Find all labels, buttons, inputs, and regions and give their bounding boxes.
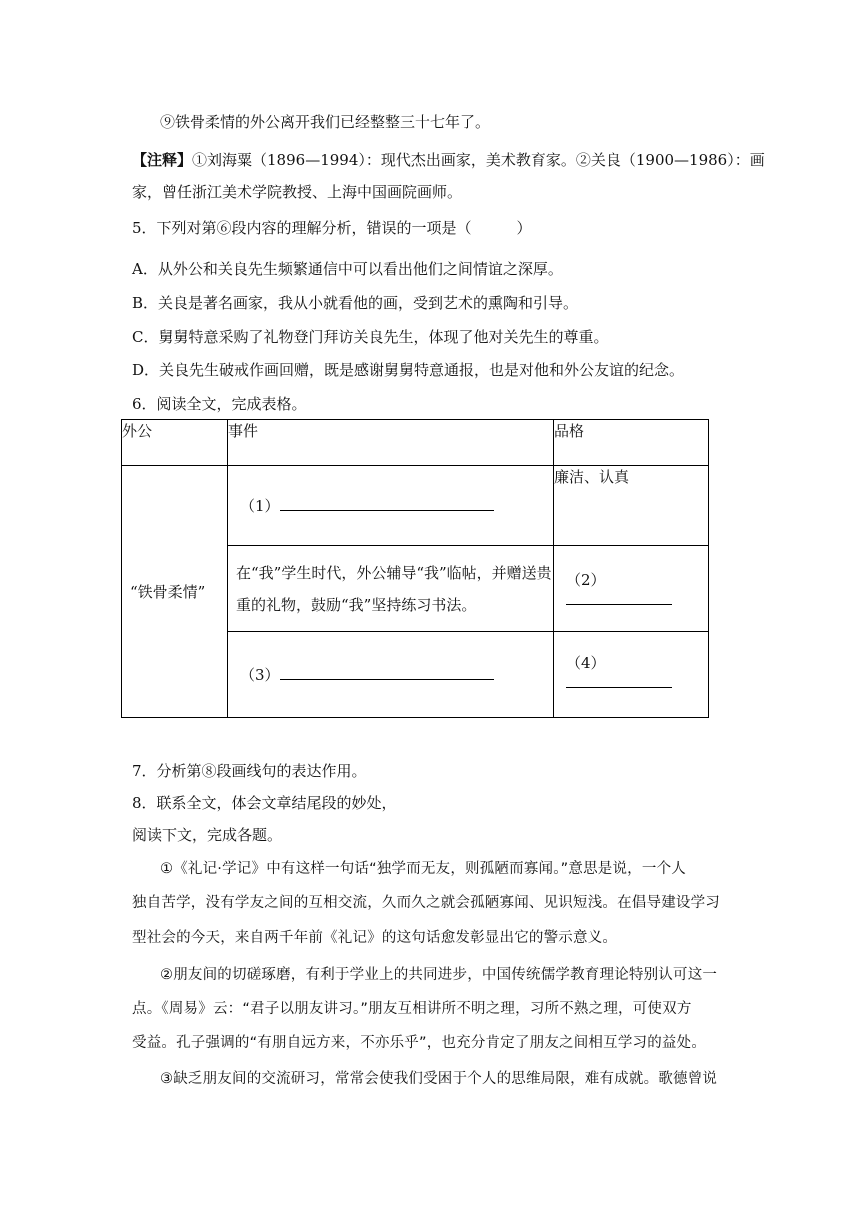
blank-2-input[interactable] [566, 590, 672, 605]
event-cell-3 [228, 632, 554, 718]
reading-p3-line-1: ③缺乏朋友间的交流研习，常常会使我们受困于个人的思维局限，难有成就。歌德曾说 [160, 1071, 718, 1087]
question-5-stem: 5．下列对第⑥段内容的理解分析，错误的一项是（ ） [132, 219, 532, 237]
event-2-line-1: 在“我”学生时代，外公辅导“我”临帖，并赠送贵 [236, 563, 552, 582]
row-label-cell [122, 466, 228, 718]
question-5-option-c: C．舅舅特意采购了礼物登门拜访关良先生，体现了他对关先生的尊重。 [132, 328, 609, 346]
blank-3-input[interactable] [280, 665, 494, 680]
question-6-stem: 6．阅读全文，完成表格。 [132, 395, 307, 413]
event-2-line-2: 重的礼物，鼓励“我”坚持练习书法。 [236, 595, 477, 614]
reading-p2-line-2: 点。《周易》云：“君子以朋友讲习。”朋友互相讲所不明之理，习所不熟之理，可使双方 [132, 1001, 692, 1017]
reading-p2-line-3: 受益。孔子强调的“有朋自远方来，不亦乐乎”，也充分肯定了朋友之间相互学习的益处。 [132, 1035, 707, 1051]
question-7-stem: 7．分析第⑧段画线句的表达作用。 [132, 762, 367, 780]
annotation-line-1 [132, 150, 765, 170]
reading-p1-line-3: 型社会的今天，来自两千年前《礼记》的这句话愈发彰显出它的警示意义。 [132, 930, 618, 946]
annotation-label: 【注释】 [132, 151, 193, 169]
reading-p1-line-2: 独自苦学，没有学友之间的互相交流，久而久之就会孤陋寡闻、见识短浅。在倡导建设学习 [132, 895, 720, 911]
question-5-option-d: D．关良先生破戒作画回赠，既是感谢舅舅特意通报，也是对他和外公友谊的纪念。 [132, 361, 685, 379]
quality-cell-1: 廉洁、认真 [554, 466, 709, 546]
question-5-option-b: B．关良是著名画家，我从小就看他的画，受到艺术的熏陶和引导。 [132, 294, 579, 312]
blank-1-label: （1） [240, 497, 280, 515]
blank-2-label: （2） [566, 570, 606, 589]
answer-table [121, 419, 709, 718]
quality-cell-3 [554, 632, 709, 718]
annotation-line-2: 家，曾任浙江美术学院教授、上海中国画院画师。 [132, 183, 463, 201]
blank-4-input[interactable] [566, 673, 672, 688]
header-event: 事件 [228, 420, 554, 466]
event-cell-2 [228, 546, 554, 632]
reading-intro: 阅读下文，完成各题。 [132, 826, 283, 844]
paragraph-9: ⑨铁骨柔情的外公离开我们已经整整三十七年了。 [160, 113, 491, 131]
question-5-option-a: A．从外公和关良先生频繁通信中可以看出他们之间情谊之深厚。 [132, 260, 563, 278]
blank-3-label: （3） [240, 666, 280, 684]
header-quality: 品格 [554, 420, 709, 466]
annotation-text-1: ①刘海粟（1896—1994）：现代杰出画家，美术教育家。②关良（1900—1986）：画 [192, 151, 765, 169]
quality-cell-2 [554, 546, 709, 632]
event-cell-1 [228, 466, 554, 546]
row-label: “铁骨柔情” [130, 583, 206, 601]
question-8-stem: 8．联系全文，体会文章结尾段的妙处， [132, 794, 397, 812]
reading-p2-line-1: ②朋友间的切磋琢磨，有利于学业上的共同进步，中国传统儒学教育理论特别认可这一 [160, 967, 718, 983]
reading-p1-line-1: ①《礼记·学记》中有这样一句话“独学而无友，则孤陋而寡闻。”意思是说，一个人 [160, 861, 686, 877]
header-grandfather: 外公 [122, 420, 228, 466]
blank-4-label: （4） [566, 654, 606, 672]
blank-1-input[interactable] [280, 496, 494, 511]
